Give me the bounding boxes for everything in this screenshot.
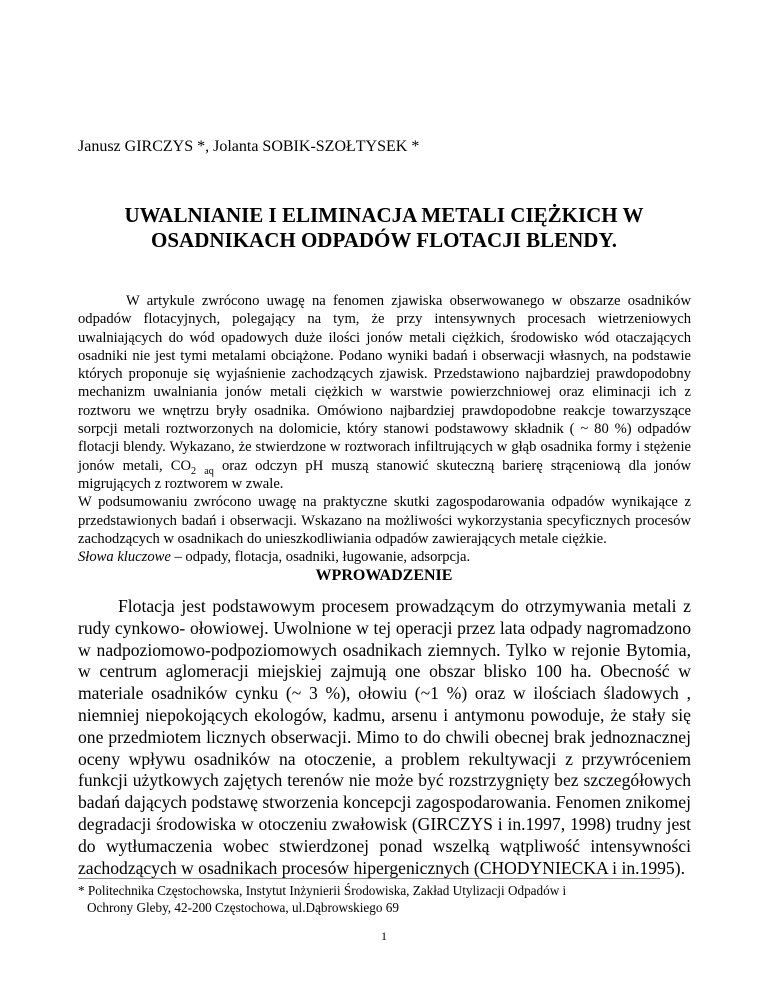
footnote-line-1: * Politechnika Częstochowska, Instytut Inżynierii Środowiska, Zakład Utylizacji Odpadów i [78,883,567,898]
page-number: 1 [381,929,387,943]
keywords-label: Słowa kluczowe [78,549,171,566]
abstract-paragraph-1 [78,292,691,493]
paper-title [78,203,690,253]
footnote [78,882,678,916]
section-heading: WPROWADZENIE [315,567,453,584]
abstract [78,292,691,566]
aq-subscript: aq [204,465,214,477]
keywords-text: – odpady, flotacja, osadniki, ługowanie, adsorpcja. [170,549,471,566]
abstract-paragraph-2: W podsumowaniu zwrócono uwagę na praktyczne skutki zagospodarowania odpadów wynikające z przedstawionych badań i obserwacji. Wskazano na możliwości wykorzystania specyficznych procesów zachodzących w osadnikach do unieszkodliwiania odpadów zawierających metale ciężkie. [78,494,691,547]
title-line-2: OSADNIKACH ODPADÓW FLOTACJI BLENDY. [151,228,617,252]
keywords [78,548,691,566]
co2-subscript: 2 [191,465,197,477]
footnote-line-2: Ochrony Gleby, 42-200 Częstochowa, ul.Dąbrowskiego 69 [87,900,399,915]
abstract-text-part-1: W artykule zwrócono uwagę na fenomen zjawiska obserwowanego w obszarze osadników odpadów flotacyjnych, polegający na tym, że przy intensywnych procesach wietrzeniowych uwalniających do wód opadowych duże ilości jonów metali ciężkich, środowisko wód otaczających osadniki nie jest tymi metalami obciążone. Podano wyniki badań i obserwacji własnych, na podstawie których proponuje się wyjaśnienie zachodzących zjawisk. Przedstawiono najbardziej prawdopodobny mechanizm uwalniania jonów metali ciężkich w warstwie powierzchniowej oraz eliminacji ich z roztworu we wnętrzu bryły osadnika. Omówiono najbardziej prawdopodobne reakcje towarzyszące sorpcji metali roztworzonych na dolomicie, który stanowi podstawowy składnik ( ~ 80 %) odpadów flotacji blendy. Wykazano, że stwierdzone w roztworach infiltrujących w głąb osadnika formy i stężenie jonów metali, CO [78,293,691,474]
authors: Janusz GIRCZYS *, Jolanta SOBIK-SZOŁTYSEK * [78,138,420,155]
body-paragraph: Flotacja jest podstawowym procesem prowadzącym do otrzymywania metali z rudy cynkowo- ołowiowej. Uwolnione w tej operacji przez lata odpady nagromadzono w nadpoziomowo-podpoziomowych osadnikach ziemnych. Tylko w rejonie Bytomia, w centrum aglomeracji miejskiej zajmują one obszar blisko 100 ha. Obecność w materiale osadników cynku (~ 3 %), ołowiu (~1 %) oraz w ilościach śladowych , niemniej niepokojących ekologów, kadmu, arsenu i antymonu powoduje, że stały się one przedmiotem licznych obserwacji. Mimo to do chwili obecnej brak jednoznacznej oceny wpływu osadników na otoczenie, a problem rekultywacji z przywróceniem funkcji użytkowych zajętych terenów nie może być rozstrzygnięty bez szczegółowych badań dających podstawę stworzenia koncepcji zagospodarowania. Fenomen znikomej degradacji środowiska w otoczeniu zwałowisk (GIRCZYS i in.1997, 1998) trudny jest do wytłumaczenia wobec stwierdzonej ponad wszelką wątpliwość intensywności zachodzących w osadnikach procesów hipergenicznych (CHODYNIECKA i in.1995). [78,596,691,878]
footnote-divider [78,878,660,879]
abstract-text-part-2: oraz odczyn pH muszą stanowić skuteczną barierę strąceniową dla jonów migrujących z roztworem w zwale. [78,457,691,492]
title-line-1: UWALNIANIE I ELIMINACJA METALI CIĘŻKICH W [124,203,644,227]
